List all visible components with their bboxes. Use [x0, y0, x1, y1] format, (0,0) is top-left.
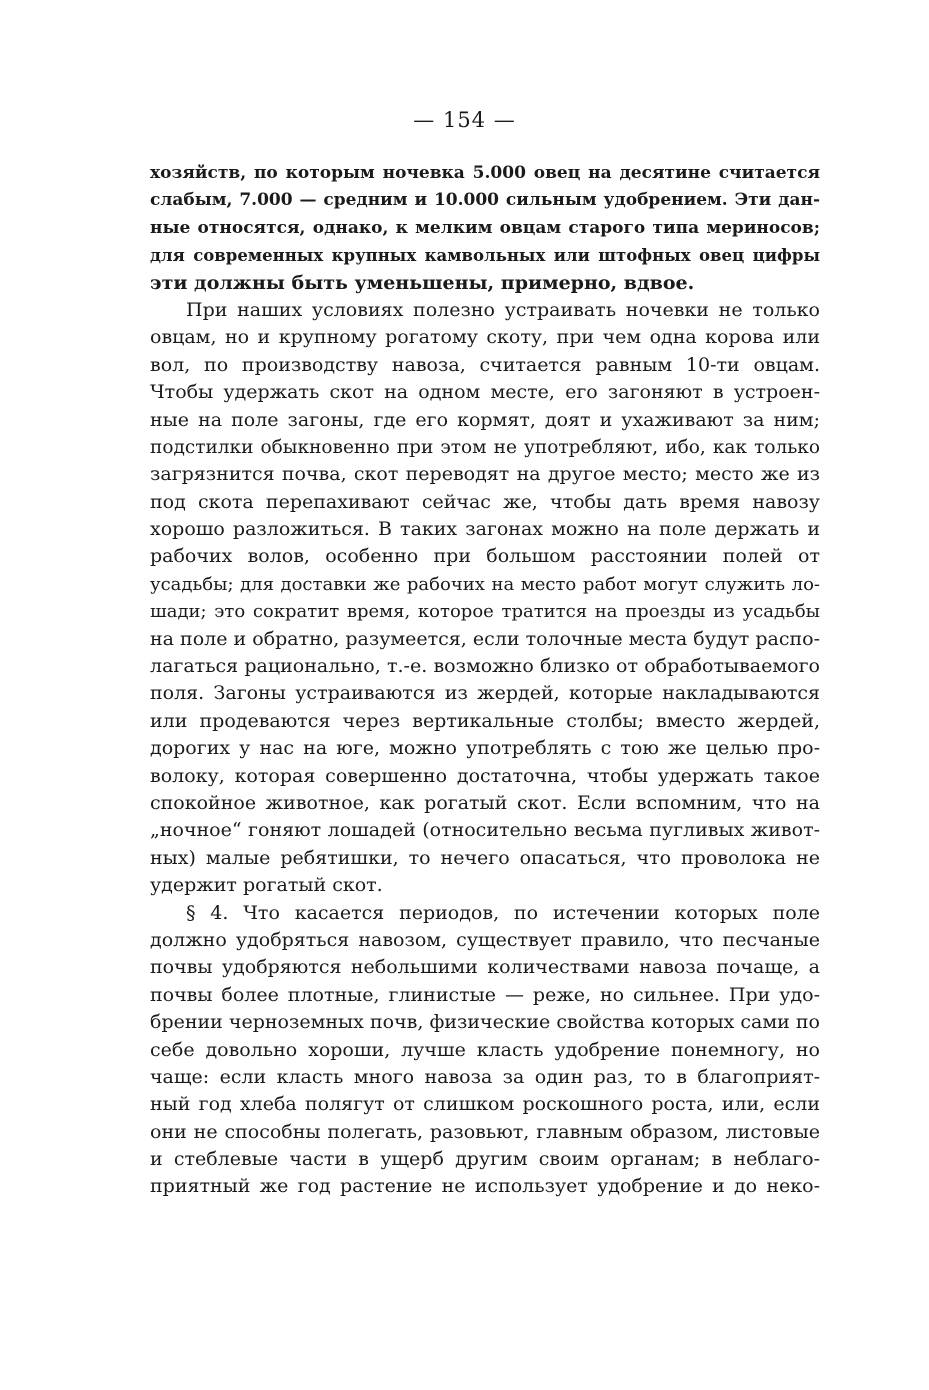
text-line: хорошо разложиться. В таких загонах можно на поле держать и	[150, 518, 820, 541]
text-line: ные относятся, однако, к мелким овцам старого типа мериносов;	[150, 217, 820, 238]
text-line: волоку, которая совершенно достаточна, чтобы удержать такое	[150, 764, 820, 787]
text-line: При наших условиях полезно устраивать ночевки не только	[186, 298, 820, 321]
paragraph	[150, 160, 820, 297]
text-line: овцам, но и крупному рогатому скоту, при чем одна корова или	[150, 326, 820, 349]
text-line: § 4. Что касается периодов, по истечении которых поле	[186, 901, 820, 924]
text-line: рабочих волов, особенно при большом расстоянии полей от	[150, 545, 820, 568]
text-line: усадьбы; для доставки же рабочих на место работ могут служить ло-	[150, 573, 820, 595]
text-line: себе довольно хороши, лучше класть удобрение понемногу, но	[150, 1038, 820, 1061]
text-line: дорогих у нас на юге, можно употреблять с тою же целью про-	[150, 737, 820, 760]
text-line: шади; это сократит время, которое тратится на проезды из усадьбы	[150, 601, 820, 623]
text-line: брении черноземных почв, физические свойства которых сами по	[150, 1011, 820, 1034]
text-line: на поле и обратно, разумеется, если толочные места будут распо-	[150, 627, 820, 650]
paragraph	[150, 297, 820, 900]
text-line: или продеваются через вертикальные столбы; вместо жердей,	[150, 709, 820, 732]
text-line: Чтобы удержать скот на одном месте, его загоняют в устроен-	[150, 381, 820, 404]
text-line: спокойное животное, как рогатый скот. Если вспомним, что на	[150, 791, 820, 814]
text-line: загрязнится почва, скот переводят на другое место; место же из	[150, 463, 820, 486]
text-line: вол, по производству навоза, считается равным 10-ти овцам.	[150, 353, 820, 376]
text-line: почвы более плотные, глинистые — реже, но сильнее. При удо-	[150, 983, 820, 1006]
body-text	[150, 160, 820, 1201]
text-line: удержит рогатый скот.	[150, 874, 383, 897]
text-line: для современных крупных камвольных или штофных овец цифры	[150, 246, 820, 266]
text-line: должно удобряться навозом, существует правило, что песчаные	[150, 928, 820, 951]
text-line: хозяйств, по которым ночевка 5.000 овец на десятине считается	[150, 163, 820, 183]
text-line: ный год хлеба полягут от слишком роскошного роста, или, если	[150, 1093, 820, 1116]
paragraph	[150, 900, 820, 1201]
text-line: эти должны быть уменьшены, примерно, вдвое.	[150, 271, 695, 294]
text-line: почвы удобряются небольшими количествами навоза почаще, а	[150, 956, 820, 979]
text-line: под скота перепахивают сейчас же, чтобы дать время навозу	[150, 490, 820, 513]
text-line: и стеблевые части в ущерб другим своим органам; в неблаго-	[150, 1148, 820, 1171]
text-line: ных) малые ребятишки, то нечего опасаться, что проволока не	[150, 846, 820, 869]
text-line: чаще: если класть много навоза за один раз, то в благоприят-	[150, 1065, 820, 1088]
text-line: они не способны полегать, разовьют, главным образом, листовые	[150, 1120, 820, 1143]
text-line: слабым, 7.000 — средним и 10.000 сильным удобрением. Эти дан-	[150, 190, 820, 211]
text-line: поля. Загоны устраиваются из жердей, которые накладываются	[150, 682, 820, 705]
text-line: „ночное“ гоняют лошадей (относительно весьма пугливых живот-	[150, 819, 820, 842]
text-line: лагаться рационально, т.-е. возможно близко от обработываемого	[150, 655, 820, 678]
text-line: приятный же год растение не использует удобрение и до неко-	[150, 1175, 820, 1198]
text-line: подстилки обыкновенно при этом не употребляют, ибо, как только	[150, 436, 820, 458]
text-line: ные на поле загоны, где его кормят, доят и ухаживают за ним;	[150, 408, 820, 431]
page-number: — 154 —	[413, 108, 516, 132]
